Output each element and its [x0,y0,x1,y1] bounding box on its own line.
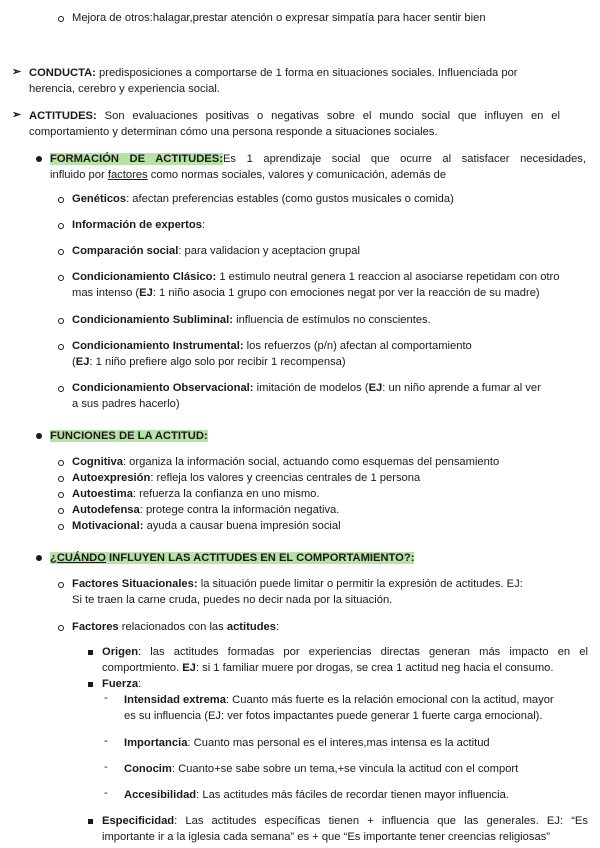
formacion-item-observacional-line1: Condicionamiento Observacional: imitación de modelos (EJ: un niño aprende a fumar al ver [72,382,541,394]
square-bullet-icon [88,819,93,824]
funciones-item-cognitiva: Cognitiva: organiza la información social, actuando como esquemas del pensamiento [72,456,500,468]
funciones-item-autoexpresion: Autoexpresión: refleja los valores y creencias centrales de 1 persona [72,472,421,484]
circle-bullet-icon [58,508,64,514]
formacion-item-expertos: Información de expertos: [72,219,206,231]
circle-bullet-icon [58,275,64,281]
formacion-item-instrumental-line1: Condicionamiento Instrumental: los refuerzos (p/n) afectan al comportamiento [72,340,472,352]
circle-bullet-icon [58,524,64,530]
dash-bullet-icon: - [104,761,108,773]
dash-bullet-icon: - [104,787,108,799]
conducta-line1: CONDUCTA: predisposiciones a comportarse de 1 forma en situaciones sociales. Influenciada por [29,67,518,79]
actitudes-line2: comportamiento y determinan cómo una persona responde a situaciones sociales. [29,126,438,138]
arrow-bullet-icon: ➢ [12,109,22,121]
cuando-fuerza: Fuerza: [102,678,142,690]
cuando-accesibilidad: Accesibilidad: Las actitudes más fáciles de recordar tienen mayor influencia. [124,789,509,801]
funciones-item-autodefensa: Autodefensa: protege contra la información negativa. [72,504,340,516]
cuando-especificidad-line1: Especificidad: Las actitudes específicas tienen + influencia que las generales. EJ: “Es [102,815,588,827]
formacion-item-subliminal: Condicionamiento Subliminal: influencia de estímulos no conscientes. [72,314,431,326]
cuando-situacionales-line1: Factores Situacionales: la situación puede limitar o permitir la expresión de actitudes. EJ: [72,578,523,590]
formacion-heading: FORMACIÓN DE ACTITUDES:Es 1 aprendizaje social que ocurre al satisfacer necesidades, [50,153,586,165]
cuando-intensidad-line2: es su influencia (EJ: ver fotos impactantes puede generar 1 fuerte carga emocional). [124,710,543,722]
formacion-item-instrumental-line2: (EJ: 1 niño prefiere algo solo por recibir 1 recompensa) [72,356,346,368]
circle-bullet-icon [58,460,64,466]
dot-bullet-icon [36,433,42,439]
formacion-item-clasico-line1: Condicionamiento Clásico: 1 estimulo neutral genera 1 reaccion al asociarse repetidam con otro [72,271,560,283]
circle-bullet-icon [58,16,64,22]
dash-bullet-icon: - [104,735,108,747]
cuando-origen-line1: Origen: las actitudes formadas por experiencias directas generan más impacto en el [102,646,588,658]
formacion-item-observacional-line2: a sus padres hacerlo) [72,398,180,410]
formacion-item-comparacion: Comparación social: para validacion y aceptacion grupal [72,245,360,257]
formacion-item-clasico-line2: mas intenso (EJ: 1 niño asocia 1 grupo con emociones negat por ver la reacción de su madre) [72,287,540,299]
cuando-heading: ¿CUÁNDO INFLUYEN LAS ACTITUDES EN EL COMPORTAMIENTO?: [50,552,415,564]
dash-bullet-icon: - [104,692,108,704]
circle-bullet-icon [58,476,64,482]
cuando-importancia: Importancia: Cuanto mas personal es el interes,mas intensa es la actitud [124,737,490,749]
top-item: Mejora de otros:halagar,prestar atención o expresar simpatía para hacer sentir bien [72,12,486,24]
circle-bullet-icon [58,318,64,324]
circle-bullet-icon [58,344,64,350]
circle-bullet-icon [58,197,64,203]
dot-bullet-icon [36,156,42,162]
cuando-conocim: Conocim: Cuanto+se sabe sobre un tema,+se vincula la actitud con el comport [124,763,519,775]
cuando-situacionales-line2: Si te traen la carne cruda, puedes no decir nada por la situación. [72,594,393,606]
square-bullet-icon [88,682,93,687]
actitudes-line1: ACTITUDES: Son evaluaciones positivas o negativas sobre el mundo social que influyen en el [29,110,560,122]
circle-bullet-icon [58,625,64,631]
cuando-factores: Factores relacionados con las actitudes: [72,621,280,633]
arrow-bullet-icon: ➢ [12,66,22,78]
cuando-especificidad-line2: importante ir a la iglesia cada semana” es + que “Es importante tener creencias religiosas” [102,831,551,843]
circle-bullet-icon [58,223,64,229]
square-bullet-icon [88,650,93,655]
cuando-origen-line2: comportmiento. EJ: si 1 familiar muere por drogas, se crea 1 actitud neg hacia el consumo. [102,662,554,674]
cuando-intensidad-line1: Intensidad extrema: Cuanto más fuerte es la relación emocional con la actitud, mayor [124,694,554,706]
funciones-item-autoestima: Autoestima: refuerza la confianza en uno mismo. [72,488,320,500]
formacion-item-geneticos: Genéticos: afectan preferencias estables (como gustos musicales o comida) [72,193,454,205]
circle-bullet-icon [58,492,64,498]
circle-bullet-icon [58,582,64,588]
formacion-line2: influido por factores como normas sociales, valores y comunicación, además de [50,169,447,181]
dot-bullet-icon [36,555,42,561]
funciones-item-motivacional: Motivacional: ayuda a causar buena impresión social [72,520,341,532]
funciones-heading: FUNCIONES DE LA ACTITUD: [50,430,208,442]
conducta-line2: herencia, cerebro y experiencia social. [29,83,220,95]
circle-bullet-icon [58,249,64,255]
circle-bullet-icon [58,386,64,392]
